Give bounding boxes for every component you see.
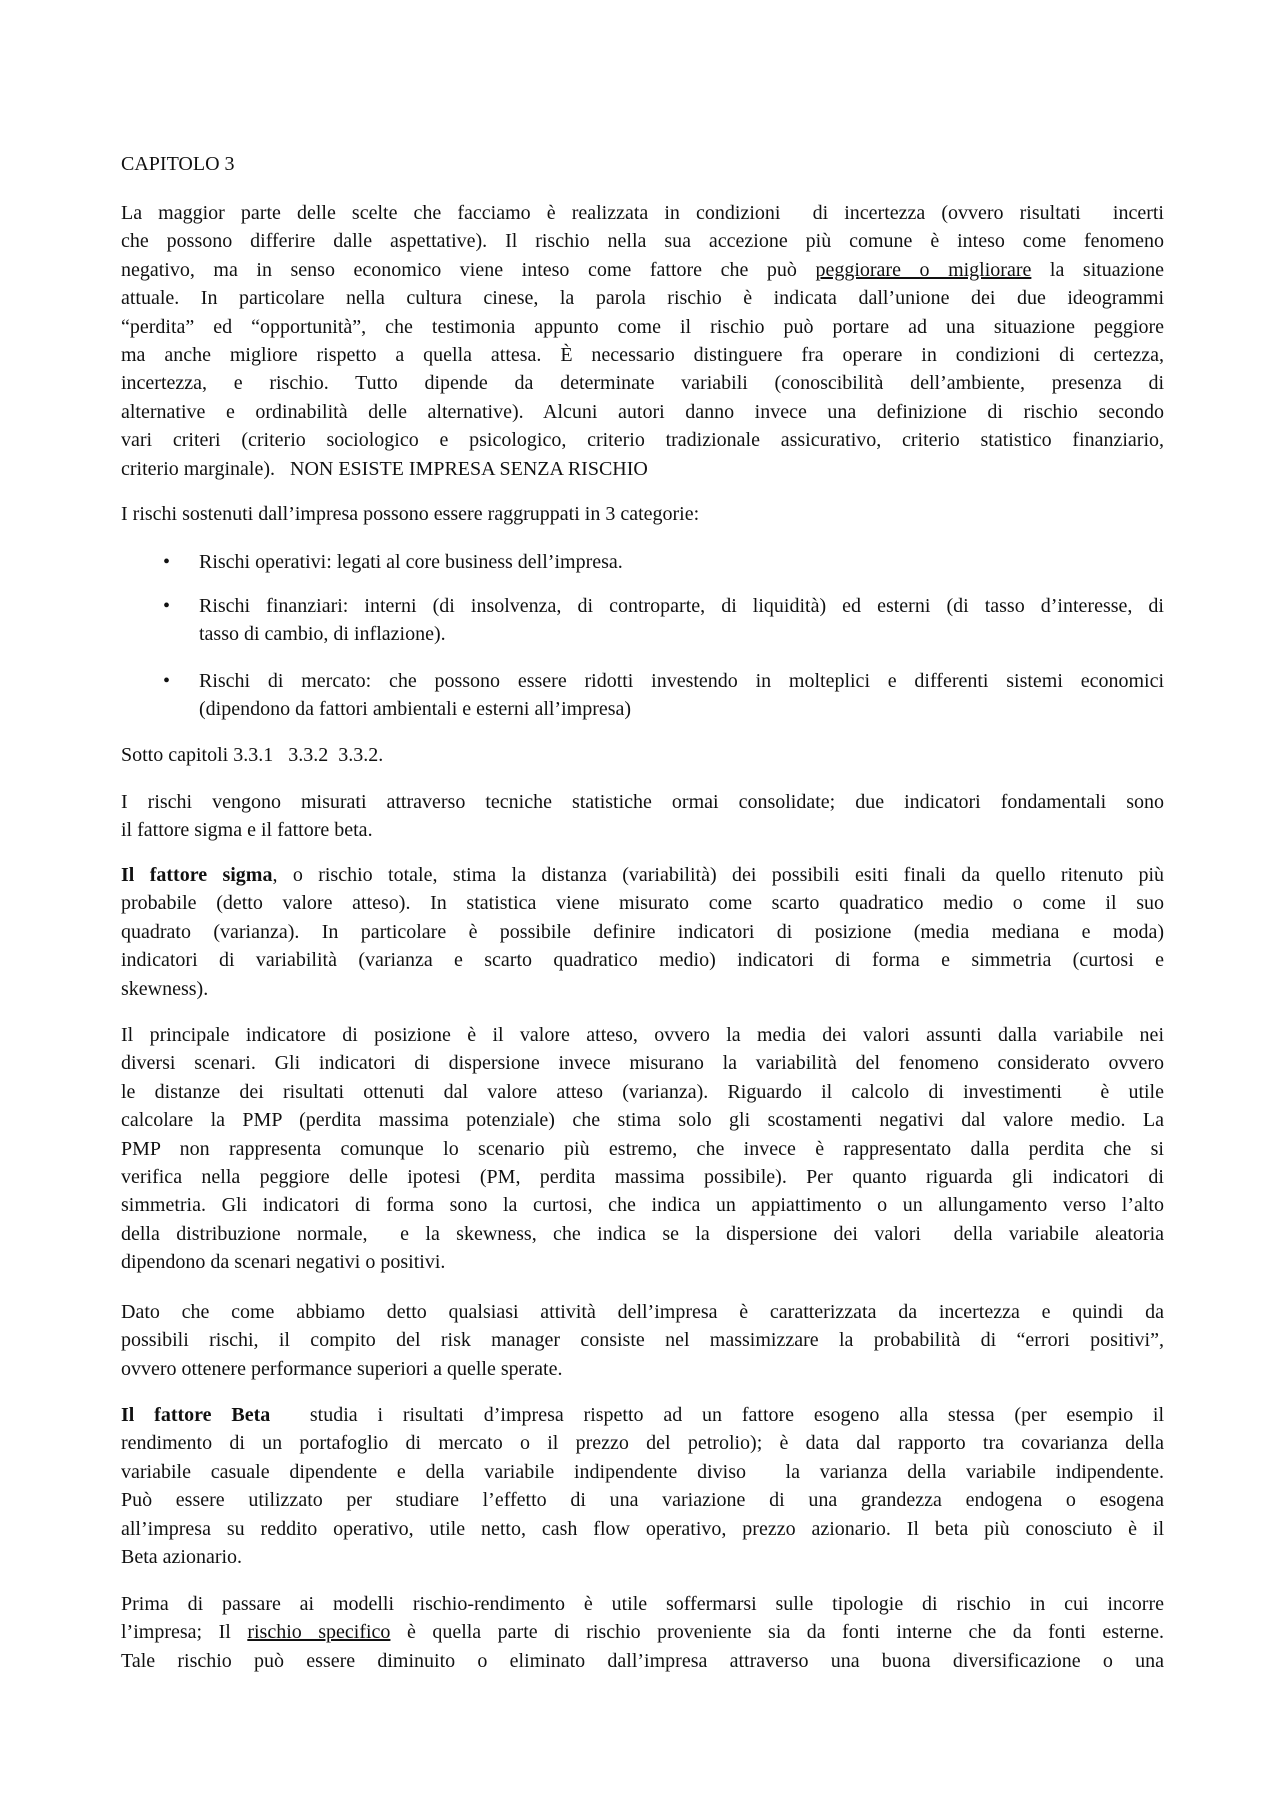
bullet-item (163, 667, 1164, 724)
text-segment: quadrato (varianza). In particolare è possibile definire indicatori di posizione (media mediana e moda) (121, 920, 1164, 943)
paragraph-beta (121, 1401, 1164, 1571)
bullet-icon: • (163, 670, 171, 692)
text-segment: rendimento di un portafoglio di mercato o il prezzo del petrolio); è data dal rapporto tra covarianza della (121, 1432, 1164, 1455)
bold-term: Il fattore Beta (121, 1404, 271, 1426)
text-segment: indicatori di variabilità (varianza e scarto quadratico medio) indicatori di forma e simmetria (curtosi e (121, 949, 1164, 972)
text-line (121, 1590, 1164, 1618)
text-segment: skewness). (121, 977, 209, 1000)
text-segment: della distribuzione normale, e la skewness, che indica se la dispersione dei valori della variabile aleatoria (121, 1222, 1164, 1245)
text-segment: diversi scenari. Gli indicatori di dispersione invece misurano la variabilità del fenomeno considerato ovvero (121, 1052, 1164, 1075)
text-segment: Rischi operativi: legati al core business dell’impresa. (199, 551, 623, 573)
text-line (121, 1543, 1164, 1571)
text-segment: il fattore sigma e il fattore beta. (121, 819, 373, 842)
bullet-icon: • (163, 595, 171, 617)
bullet-item (163, 548, 1164, 576)
text-line (121, 816, 1164, 844)
text-line (199, 548, 1164, 576)
text-line (121, 918, 1164, 946)
underlined-text: peggiorare o migliorare (815, 258, 1032, 281)
text-line (199, 695, 1164, 723)
text-line (121, 341, 1164, 369)
text-line (121, 1429, 1164, 1457)
text-line (121, 1298, 1164, 1326)
text-line (121, 1220, 1164, 1248)
text-line (121, 1486, 1164, 1514)
text-segment: studia i risultati d’impresa rispetto ad un fattore esogeno alla stessa (per esempio il (270, 1404, 1165, 1426)
text-line (121, 975, 1164, 1003)
text-line (199, 620, 1164, 648)
text-line (121, 1078, 1164, 1106)
text-segment: all’impresa su reddito operativo, utile netto, cash flow operativo, prezzo azionario. Il beta più conosciuto è il (121, 1517, 1164, 1540)
text-segment: tasso di cambio, di inflazione). (199, 623, 446, 646)
text-segment: è quella parte di rischio proveniente sia da fonti interne che da fonti esterne. (390, 1621, 1164, 1644)
paragraph-sigma (121, 861, 1164, 1003)
text-line (121, 500, 1164, 528)
text-line (121, 1021, 1164, 1049)
bullet-icon: • (163, 551, 171, 573)
underlined-text: rischio specifico (247, 1621, 391, 1644)
text-line (121, 1163, 1164, 1191)
text-line (121, 946, 1164, 974)
text-segment: Rischi finanziari: interni (di insolvenza, di controparte, di liquidità) ed esterni (di tasso d’interesse, di (199, 595, 1164, 617)
paragraph-categories-intro (121, 500, 1164, 528)
text-line (121, 284, 1164, 312)
text-line (121, 256, 1164, 284)
text-line (121, 1355, 1164, 1383)
text-segment: vari criteri (criterio sociologico e psicologico, criterio tradizionale assicurativo, criterio statistico finanziario, (121, 429, 1164, 452)
text-segment: possibili rischi, il compito del risk manager consiste nel massimizzare la probabilità di “errori positivi”, (121, 1329, 1164, 1352)
paragraph-specific-risk (121, 1590, 1164, 1675)
text-segment: Rischi di mercato: che possono essere ridotti investendo in molteplici e differenti sistemi economici (199, 670, 1164, 692)
text-segment: PMP non rappresenta comunque lo scenario più estremo, che invece è rappresentato dalla perdita che si (121, 1137, 1164, 1160)
text-line (121, 1135, 1164, 1163)
text-segment: Il principale indicatore di posizione è il valore atteso, ovvero la media dei valori assunti dalla variabile nei (121, 1024, 1164, 1046)
text-line (121, 1326, 1164, 1354)
text-line (121, 1647, 1164, 1675)
text-line (199, 592, 1164, 620)
text-segment: Dato che come abbiamo detto qualsiasi attività dell’impresa è caratterizzata da incertezza e quindi da (121, 1301, 1164, 1323)
chapter-title (121, 150, 1164, 178)
paragraph-risk-manager (121, 1298, 1164, 1383)
text-line (121, 1191, 1164, 1219)
text-line (121, 741, 1164, 769)
text-segment: negativo, ma in senso economico viene inteso come fattore che può (121, 258, 816, 281)
text-segment: Prima di passare ai modelli rischio-rendimento è utile soffermarsi sulle tipologie di rischio in cui incorre (121, 1593, 1164, 1615)
text-segment: ovvero ottenere performance superiori a quelle sperate. (121, 1357, 563, 1380)
text-line (121, 1515, 1164, 1543)
bullet-item (163, 592, 1164, 649)
chapter-title-text: CAPITOLO 3 (121, 153, 235, 175)
text-segment: La maggior parte delle scelte che facciamo è realizzata in condizioni di incertezza (ovvero risultati incerti (121, 202, 1164, 224)
paragraph-subchapters (121, 741, 1164, 769)
text-line (121, 861, 1164, 889)
paragraph-measures (121, 788, 1164, 845)
text-segment: incertezza, e rischio. Tutto dipende da determinate variabili (conoscibilità dell’ambiente, presenza di (121, 372, 1164, 395)
text-segment: , o rischio totale, stima la distanza (variabilità) dei possibili esiti finali da quello ritenuto più (272, 864, 1165, 886)
text-line (121, 1106, 1164, 1134)
text-line (121, 199, 1164, 227)
text-line (121, 1248, 1164, 1276)
text-segment: simmetria. Gli indicatori di forma sono la curtosi, che indica un appiattimento o un allungamento verso l’alto (121, 1194, 1164, 1217)
text-segment: le distanze dei risultati ottenuti dal valore atteso (varianza). Riguardo il calcolo di investimenti è utile (121, 1080, 1164, 1103)
paragraph-position (121, 1021, 1164, 1277)
text-segment: Tale rischio può essere diminuito o eliminato dall’impresa attraverso una buona diversificazione o una (121, 1649, 1164, 1672)
text-segment: variabile casuale dipendente e della variabile indipendente diviso la varianza della variabile indipendente. (121, 1460, 1164, 1483)
text-line (121, 227, 1164, 255)
text-segment: attuale. In particolare nella cultura cinese, la parola rischio è indicata dall’unione dei due ideogrammi (121, 287, 1164, 310)
text-segment: (dipendono da fattori ambientali e esterni all’impresa) (199, 698, 632, 721)
text-segment: Sotto capitoli 3.3.1 3.3.2 3.3.2. (121, 744, 384, 766)
text-segment: Beta azionario. (121, 1545, 243, 1568)
text-line (199, 667, 1164, 695)
text-line (121, 426, 1164, 454)
text-segment: “perdita” ed “opportunità”, che testimonia appunto come il rischio può portare ad una situazione peggiore (121, 315, 1164, 338)
text-segment: alternative e ordinabilità delle alternative). Alcuni autori danno invece una definizione di rischio secondo (121, 400, 1164, 423)
text-segment: dipendono da scenari negativi o positivi. (121, 1251, 446, 1274)
text-line (121, 455, 1164, 483)
bold-term: Il fattore sigma (121, 864, 273, 886)
text-segment: che possono differire dalle aspettative). Il rischio nella sua accezione più comune è inteso come fenomeno (121, 230, 1164, 253)
text-line (121, 1618, 1164, 1646)
text-segment: I rischi vengono misurati attraverso tecniche statistiche ormai consolidate; due indicatori fondamentali sono (121, 791, 1164, 813)
text-segment: ma anche migliore rispetto a quella attesa. È necessario distinguere fra operare in condizioni di certezza, (121, 343, 1164, 366)
text-line (121, 369, 1164, 397)
text-segment: l’impresa; Il (121, 1621, 248, 1644)
text-segment: probabile (detto valore atteso). In statistica viene misurato come scarto quadratico medio o come il suo (121, 892, 1164, 915)
text-segment: I rischi sostenuti dall’impresa possono essere raggruppati in 3 categorie: (121, 503, 700, 525)
text-line (121, 1458, 1164, 1486)
text-segment: calcolare la PMP (perdita massima potenziale) che stima solo gli scostamenti negativi dal valore medio. La (121, 1109, 1164, 1132)
text-line (121, 398, 1164, 426)
text-segment: la situazione (1031, 258, 1164, 281)
text-segment: verifica nella peggiore delle ipotesi (PM, perdita massima possibile). Per quanto riguarda gli indicatori di (121, 1165, 1164, 1188)
text-line (121, 1401, 1164, 1429)
text-line (121, 1049, 1164, 1077)
text-line (121, 889, 1164, 917)
text-line (121, 788, 1164, 816)
text-segment: criterio marginale). NON ESISTE IMPRESA SENZA RISCHIO (121, 457, 648, 480)
paragraph-intro (121, 199, 1164, 483)
text-line (121, 313, 1164, 341)
text-segment: Può essere utilizzato per studiare l’effetto di una variazione di una grandezza endogena o esogena (121, 1489, 1164, 1512)
